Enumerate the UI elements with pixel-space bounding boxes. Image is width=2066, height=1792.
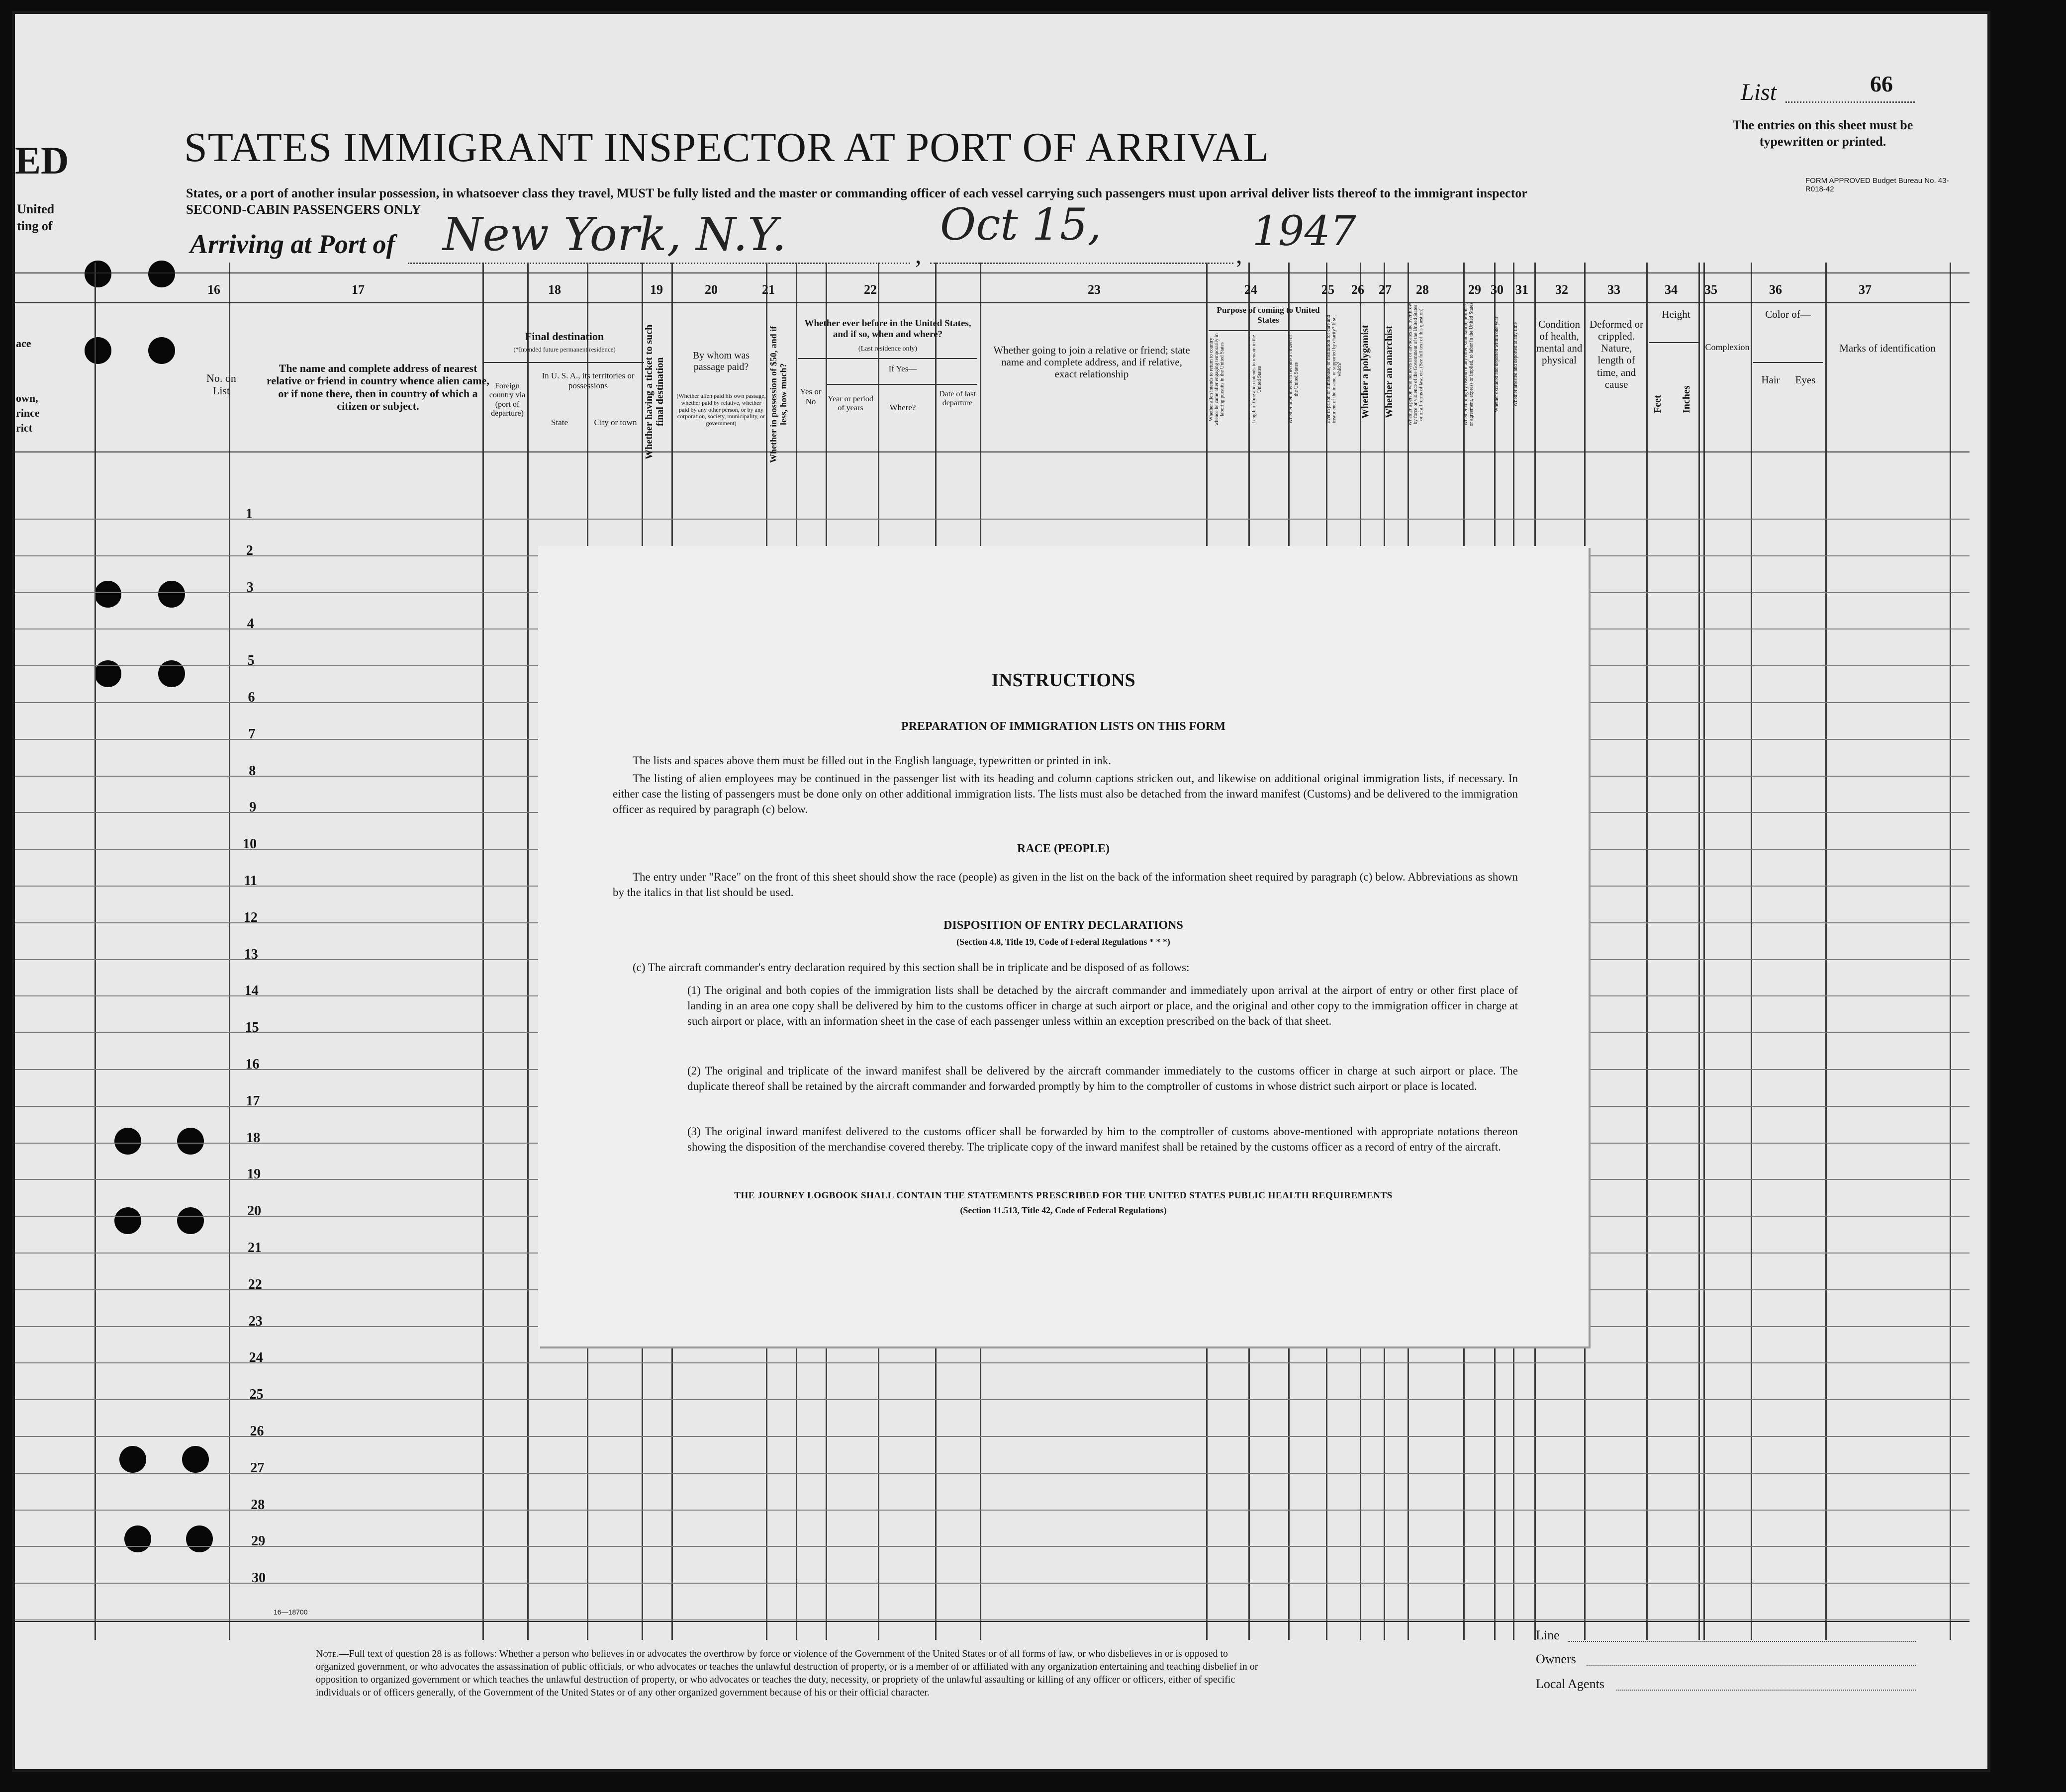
instructions-paragraph-3: The entry under "Race" on the front of this sheet should show the race (people) as given in the list on the back of the information sheet required by paragraph (c) below. Abbreviations as shown by the italics in that list should be used. [613,871,1518,899]
table-bottom-rule [15,1621,1970,1622]
no-on-list-header: No. on List [206,372,236,397]
form-title: STATES IMMIGRANT INSPECTOR AT PORT OF ARRIVAL [184,124,1269,171]
row-number: 3 [246,579,254,595]
col35-header: Complexion [1705,342,1750,352]
col31-header: Whether arrested and deported at any time [1513,322,1518,407]
subheader-rule [1753,362,1823,363]
col22-note: (Last residence only) [858,345,918,353]
row-rule [15,1510,1970,1511]
punch-hole [186,1525,213,1552]
col20-header: By whom was passage paid? [692,350,750,372]
column-number: 16 [207,282,220,297]
race-heading: RACE (PEOPLE) [1017,842,1110,855]
col24c-header: Whether alien intends to become a citizen of the United States [1288,335,1299,424]
col32-header: Condition of health, mental and physical [1536,318,1583,366]
date-underline [930,263,1233,264]
column-number: 32 [1555,282,1568,297]
typewritten-notice: The entries on this sheet must be typewritten or printed. [1732,118,1913,149]
form-code: 16—18700 [274,1608,308,1616]
left-fragment-3: rince [16,407,40,419]
col22-if-yes: If Yes— [888,364,917,373]
col22-where: Where? [889,403,916,412]
col29-header: Whether coming by reason of any offer, solicitation, promise, or agreement, express or implied, to labor in the United States [1463,302,1474,427]
column-number: 37 [1859,282,1872,297]
row-number: 5 [247,653,255,669]
col21-header: Whether in possession of $50, and if less, how much? [768,326,788,463]
row-number: 15 [245,1020,259,1036]
column-number: 24 [1244,282,1257,297]
row-number: 29 [251,1533,266,1549]
note-label: Note. [316,1648,339,1659]
col34-header: Height [1662,308,1690,320]
column-number: 36 [1769,282,1782,297]
row-number: 11 [244,873,257,889]
row-number: 18 [246,1130,261,1146]
instructions-sheet [538,546,1589,1346]
column-rule [1698,263,1700,1640]
punch-hole [177,1207,204,1234]
subheader-rule [1209,330,1326,331]
row-number: 6 [248,690,255,705]
row-rule [15,1399,1970,1400]
list-underline [1785,101,1915,103]
list-label: List [1741,79,1777,105]
left-fragment-1: ace [16,337,31,350]
row-number: 30 [252,1570,266,1586]
question-28-note [316,1647,1261,1699]
arriving-label: Arriving at Port of [190,229,395,259]
instructions-title: INSTRUCTIONS [991,670,1135,691]
row-rule [15,1436,1970,1437]
instructions-item-1: (1) The original and both copies of the immigration lists shall be detached by the aircraft commander and immediately upon arrival at the airport of entry or other first place of landing in an area one copy shall be delivered by him to the customs officer in charge at such airport or place, and the original and other copy to the immigration officer in charge at such airport or place, with an information sheet in the case of each passenger unless within an exception prescribed on the back of that sheet. [687,984,1518,1028]
punch-hole [148,337,175,364]
list-number[interactable]: 66 [1870,71,1893,96]
column-rule [1703,263,1705,1640]
instructions-paragraph-c: (c) The aircraft commander's entry declaration required by this section shall be in triplicate and be disposed of as follows: [633,961,1190,974]
year-input[interactable]: 1947 [1252,208,1356,255]
row-number: 14 [244,983,259,999]
row-number: 19 [247,1166,261,1182]
left-fragment-4: rict [16,422,32,434]
col33-header: Deformed or crippled. Nature, length of time, and cause [1590,318,1643,390]
logbook-notice-sub: (Section 11.513, Title 42, Code of Federal Regulations) [960,1205,1167,1215]
col30-header: Whether excluded and deported within one year [1494,316,1500,413]
comma-2: , [1236,241,1242,269]
punch-hole [94,581,121,608]
column-number: 22 [864,282,877,297]
owners-field[interactable] [1587,1665,1916,1666]
column-rule [1751,263,1752,1640]
row-rule [15,1619,1970,1620]
column-number: 20 [705,282,718,297]
preparation-heading: PREPARATION OF IMMIGRATION LISTS ON THIS FORM [901,720,1226,733]
comma-1: , [915,241,922,269]
subheader-rule [826,384,977,385]
row-number: 9 [249,800,257,815]
row-number: 2 [246,542,253,558]
row-number: 17 [246,1093,260,1109]
col24b-header: Length of time alien intends to remain in the United States [1251,335,1262,424]
form-approved-note: FORM APPROVED Budget Bureau No. 43-R018-42 [1805,177,1949,193]
header-rule [15,302,1970,303]
column-rule [1950,263,1951,1640]
row-number: 26 [250,1424,264,1439]
column-number: 18 [548,282,561,297]
row-number: 7 [248,726,256,742]
col22-header: Whether ever before in the United States, and if so, when and where? [804,318,971,340]
col18-foreign: Foreign country via (port of departure) [489,382,526,418]
col18-note: (*Intended future permanent residence) [513,346,616,353]
column-number: 35 [1704,282,1717,297]
row-number: 27 [250,1460,265,1476]
row-number: 24 [249,1350,263,1366]
subheader-rule [1649,342,1698,343]
disposition-heading: DISPOSITION OF ENTRY DECLARATIONS [943,919,1183,932]
column-number: 19 [650,282,663,297]
instructions-item-3: (3) The original inward manifest delivered to the customs officer shall be forwarded by him to the comptroller of customs above-mentioned with appropriate notations thereon showing the disposition of the merchandise covered thereby. The triplicate copy of the inward manifest shall be retained by the customs officer as a record of entry of the aircraft. [687,1125,1518,1154]
local-agents-label: Local Agents [1536,1677,1604,1691]
header-rule [15,272,1970,273]
local-agents-field[interactable] [1616,1690,1916,1691]
col36-header: Color of— [1765,308,1811,320]
row-number: 16 [245,1057,260,1072]
punch-hole [177,1128,204,1155]
row-number: 22 [248,1276,262,1292]
punch-hole [158,660,185,687]
col18-header: Final destination [525,330,604,343]
column-rule [1825,263,1827,1640]
col25-header: Ever in prison or almshouse, or institution for care and treatment of the insane, or supported by charity? If so, which? [1326,315,1342,424]
disposition-subheading: (Section 4.8, Title 19, Code of Federal Regulations * * *) [956,937,1170,947]
instructions-paragraph-2: The listing of alien employees may be continued in the passenger list with its heading and column captions stricken out, and likewise on additional original immigration lists, if necessary. In either case the listing of passengers must be done only on other additional immigration lists. The lists must also be detached from the inward manifest (Customs) and be delivered to the immigration officer as required by paragraph (c) below. [613,772,1518,816]
col24-header: Purpose of coming to United States [1217,305,1320,325]
form-subtitle: States, or a port of another insular possession, in whatsoever class they travel, MUST be fully listed and the master or commanding officer of each vessel carrying such passengers must upon arrival deliver lists thereof to the immigrant inspector [186,186,1527,200]
col22-date: Date of last departure [939,390,976,408]
col26-header: Whether a polygamist [1360,325,1371,419]
column-number: 21 [762,282,775,297]
column-number: 30 [1491,282,1503,297]
row-number: 12 [243,909,258,925]
line-field[interactable] [1568,1641,1916,1642]
row-number: 1 [246,506,253,522]
column-number: 29 [1468,282,1481,297]
col24a-header: Whether alien intends to return to country whence he came after engaging temporarily in laboring pursuits in the United States [1209,333,1225,426]
col18-state: State [551,418,568,427]
col27-header: Whether an anarchist [1384,326,1395,418]
col34-inches: Inches [1681,385,1692,413]
row-number: 21 [248,1240,262,1255]
column-number: 33 [1607,282,1620,297]
col20-note: (Whether alien paid his own passage, whether paid by relative, whether paid by any other person, or by any corporation, society, municipality, or government) [676,392,766,427]
column-number: 27 [1379,282,1392,297]
line-label: Line [1536,1628,1560,1642]
left-fragment-2: own, [16,392,38,404]
row-number: 20 [247,1203,262,1219]
column-number: 23 [1088,282,1101,297]
note-text: —Full text of question 28 is as follows: Whether a person who believes in or advocates the overthrow by force or violence of the Government of the United States or of all forms of law, or who disbelieves in or is opposed to organized government, or who advocates the assassination of public officials, or who advocates or teaches the unlawful destruction of property, or is a member of or affiliated with any organization entertaining and teaching disbelief in or opposition to organized government or which teaches the unlawful destruction of property, or who advocates or teaches the duty, necessity, or propriety of the unlawful assaulting or killing of any officer or officers, either of specific individuals or of officers generally, of the Government of the United States or of any other organized government because of his or their official character. [316,1648,1258,1698]
col34-feet: Feet [1652,395,1663,414]
col18-city: City or town [594,418,637,427]
date-input[interactable]: Oct 15, [940,199,1102,250]
col36-eyes: Eyes [1795,374,1816,386]
col17-header: The name and complete address of nearest relative or friend in country whence alien came, or if none there, then in country of which a citizen or subject. [267,362,489,412]
col22-yes-no: Yes or No [800,387,822,406]
row-rule [15,1583,1970,1584]
punch-hole [182,1446,209,1473]
col19-header: Whether having a ticket to such final destination [644,324,665,459]
manifest-sheet [15,14,1987,1769]
port-input[interactable]: New York, N.Y. [443,208,787,261]
column-number: 25 [1321,282,1334,297]
row-number: 25 [249,1387,264,1403]
owners-label: Owners [1536,1652,1576,1666]
column-number: 31 [1515,282,1528,297]
subheader-rule [482,362,644,363]
column-rule [1646,263,1648,1640]
row-number: 8 [249,763,256,779]
row-number: 10 [243,836,257,852]
col37-header: Marks of identification [1839,342,1936,354]
punch-hole [114,1207,141,1234]
punch-hole [124,1525,151,1552]
column-rule [482,263,484,1640]
punch-hole [158,581,185,608]
row-number: 28 [251,1497,265,1513]
column-rule [94,263,96,1640]
punch-hole [94,660,121,687]
punch-hole [114,1128,141,1155]
row-rule [15,1473,1970,1474]
left-title-fragment: ED [15,139,69,182]
logbook-notice: THE JOURNEY LOGBOOK SHALL CONTAIN THE STATEMENTS PRESCRIBED FOR THE UNITED STATES PUBLIC HEALTH REQUIREMENTS [734,1190,1393,1201]
row-number: 23 [248,1313,263,1329]
column-number: 28 [1416,282,1429,297]
col22-year: Year or period of years [828,395,873,413]
column-number: 17 [352,282,365,297]
col18-usa: In U. S. A., its territories or possessions [542,371,635,390]
col36-hair: Hair [1761,374,1780,386]
row-number: 13 [244,946,258,962]
punch-hole [85,261,111,287]
instructions-item-2: (2) The original and triplicate of the inward manifest shall be delivered by the aircraft commander immediately to the customs officer in charge at such airport or place. The duplicate thereof shall be retained by the aircraft commander and forwarded promptly by him to the comptroller of customs in whose district such airport or place is located. [687,1065,1518,1093]
column-rule [527,263,529,1640]
punch-hole [148,261,175,287]
col23-header: Whether going to join a relative or friend; state name and complete address, and if relative, exact relationship [993,344,1190,380]
passenger-class: SECOND-CABIN PASSENGERS ONLY [186,202,421,217]
left-subtitle-fragment-1: United [17,202,55,216]
row-rule [15,519,1970,520]
column-number: 26 [1351,282,1364,297]
row-rule [15,1546,1970,1547]
row-rule [15,1362,1970,1363]
instructions-paragraph-1: The lists and spaces above them must be filled out in the English language, typewritten or printed in ink. [633,754,1111,767]
punch-hole [119,1446,146,1473]
punch-hole [85,337,111,364]
row-number: 4 [247,616,254,632]
header-rule [15,451,1970,452]
column-number: 34 [1665,282,1678,297]
left-subtitle-fragment-2: ting of [17,219,53,233]
col28-header: Whether a person who believes in or advocates the overthrow by force or violence of the Government of the United States or of all forms of law, etc. (See full text of this question) [1408,303,1424,426]
subheader-rule [798,358,977,359]
